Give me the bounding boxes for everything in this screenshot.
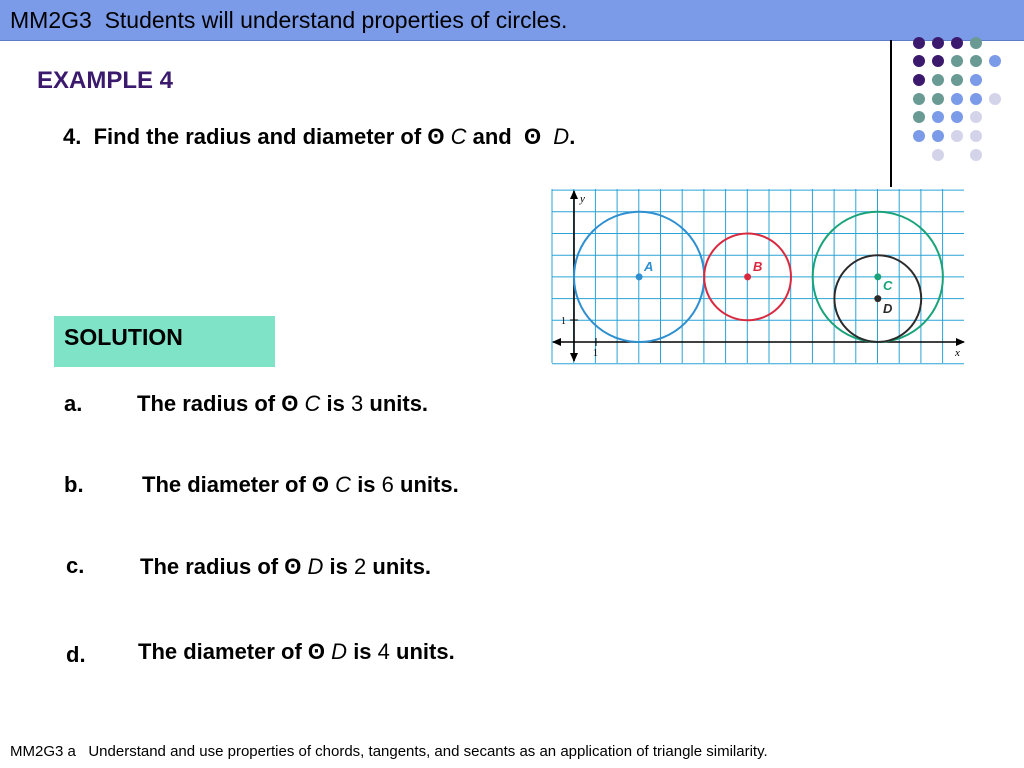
decor-dot: [951, 55, 963, 67]
standard-footer: MM2G3 a Understand and use properties of chords, tangents, and secants as an application of triangle similarity.: [10, 743, 768, 760]
decor-dot: [970, 74, 982, 86]
y-tick-label: 1: [561, 316, 566, 327]
circle-symbol: ʘ: [523, 124, 542, 149]
x-axis-arrow-right: [956, 338, 965, 346]
solution-label: SOLUTION: [64, 324, 183, 350]
graph-svg: [549, 187, 968, 365]
decor-dot: [970, 93, 982, 105]
point-label-b: B: [753, 259, 763, 274]
answer-pre: The radius of: [137, 391, 282, 416]
answer-letter: a.: [64, 391, 83, 416]
example-heading: EXAMPLE 4: [37, 67, 174, 94]
circle-symbol: ʘ: [307, 639, 326, 664]
answer-value: 4: [377, 639, 390, 664]
answer-line: [140, 554, 431, 580]
x-tick-label: 1: [593, 348, 598, 359]
decor-dot: [913, 74, 925, 86]
circle-symbol: ʘ: [284, 554, 302, 579]
answer-pre: The radius of: [140, 554, 285, 579]
point-label-c: C: [883, 278, 893, 293]
answer-letter: b.: [64, 472, 84, 497]
decor-dot: [932, 93, 944, 105]
circle-symbol: ʘ: [311, 472, 330, 497]
y-axis-arrow-down: [570, 353, 578, 362]
answer-line: [142, 472, 459, 498]
y-axis-arrow-up: [570, 190, 578, 199]
slide-title: MM2G3 Students will understand properties of circles.: [10, 7, 568, 33]
answer-is: is: [357, 472, 376, 497]
answer-circle: D: [307, 554, 324, 579]
decor-dot: [932, 149, 944, 161]
answer-circle: C: [335, 472, 352, 497]
question-prompt: Find the radius and diameter of: [93, 124, 428, 149]
circle-c-name: C: [450, 124, 467, 149]
answer-is: is: [329, 554, 348, 579]
decor-dot: [951, 111, 963, 123]
decor-dot: [951, 93, 963, 105]
circle-symbol: ʘ: [281, 391, 299, 416]
decor-dot: [970, 149, 982, 161]
decor-dot: [913, 111, 925, 123]
answer-is: is: [326, 391, 345, 416]
point-label-d: D: [883, 301, 893, 316]
circle-d-name: D: [553, 124, 570, 149]
decor-dot: [913, 55, 925, 67]
x-axis-label: x: [955, 347, 960, 359]
answer-pre: The diameter of: [138, 639, 308, 664]
circle-symbol: ʘ: [427, 124, 445, 149]
answer-line: [138, 639, 455, 665]
decor-dot: [932, 55, 944, 67]
question-end: .: [569, 124, 576, 149]
question-text: [63, 124, 575, 150]
question-number: 4.: [63, 124, 82, 149]
center-point-a: [636, 273, 643, 280]
decor-dot: [951, 74, 963, 86]
decor-dot: [951, 130, 963, 142]
decor-dot: [913, 130, 925, 142]
answer-line: [137, 391, 428, 417]
answer-letter: d.: [66, 642, 86, 667]
decor-dot: [932, 74, 944, 86]
solution-box: [54, 316, 275, 367]
vertical-divider: [890, 40, 892, 187]
decor-dot: [989, 55, 1001, 67]
title-bar: [0, 0, 1024, 41]
center-point-c: [874, 273, 881, 280]
decor-dot: [970, 55, 982, 67]
answer-pre: The diameter of: [142, 472, 312, 497]
question-and: and: [472, 124, 512, 149]
answer-letter: c.: [66, 553, 85, 578]
center-point-b: [744, 273, 751, 280]
answer-units: units.: [396, 639, 455, 664]
answer-circle: C: [304, 391, 321, 416]
center-point-d: [874, 295, 881, 302]
answer-is: is: [353, 639, 372, 664]
decor-dot: [970, 111, 982, 123]
answer-units: units.: [369, 391, 429, 416]
answer-units: units.: [372, 554, 432, 579]
point-label-a: A: [644, 259, 654, 274]
decor-dot: [932, 111, 944, 123]
y-axis-label: y: [580, 193, 585, 205]
answer-circle: D: [331, 639, 348, 664]
answer-units: units.: [400, 472, 459, 497]
answer-value: 6: [381, 472, 394, 497]
x-axis-arrow-left: [552, 338, 561, 346]
answer-value: 2: [354, 554, 367, 579]
decor-dot: [989, 93, 1001, 105]
coordinate-graph: [549, 187, 968, 365]
answer-value: 3: [351, 391, 364, 416]
decor-dot: [970, 130, 982, 142]
decor-dot: [932, 130, 944, 142]
decor-dot: [913, 93, 925, 105]
